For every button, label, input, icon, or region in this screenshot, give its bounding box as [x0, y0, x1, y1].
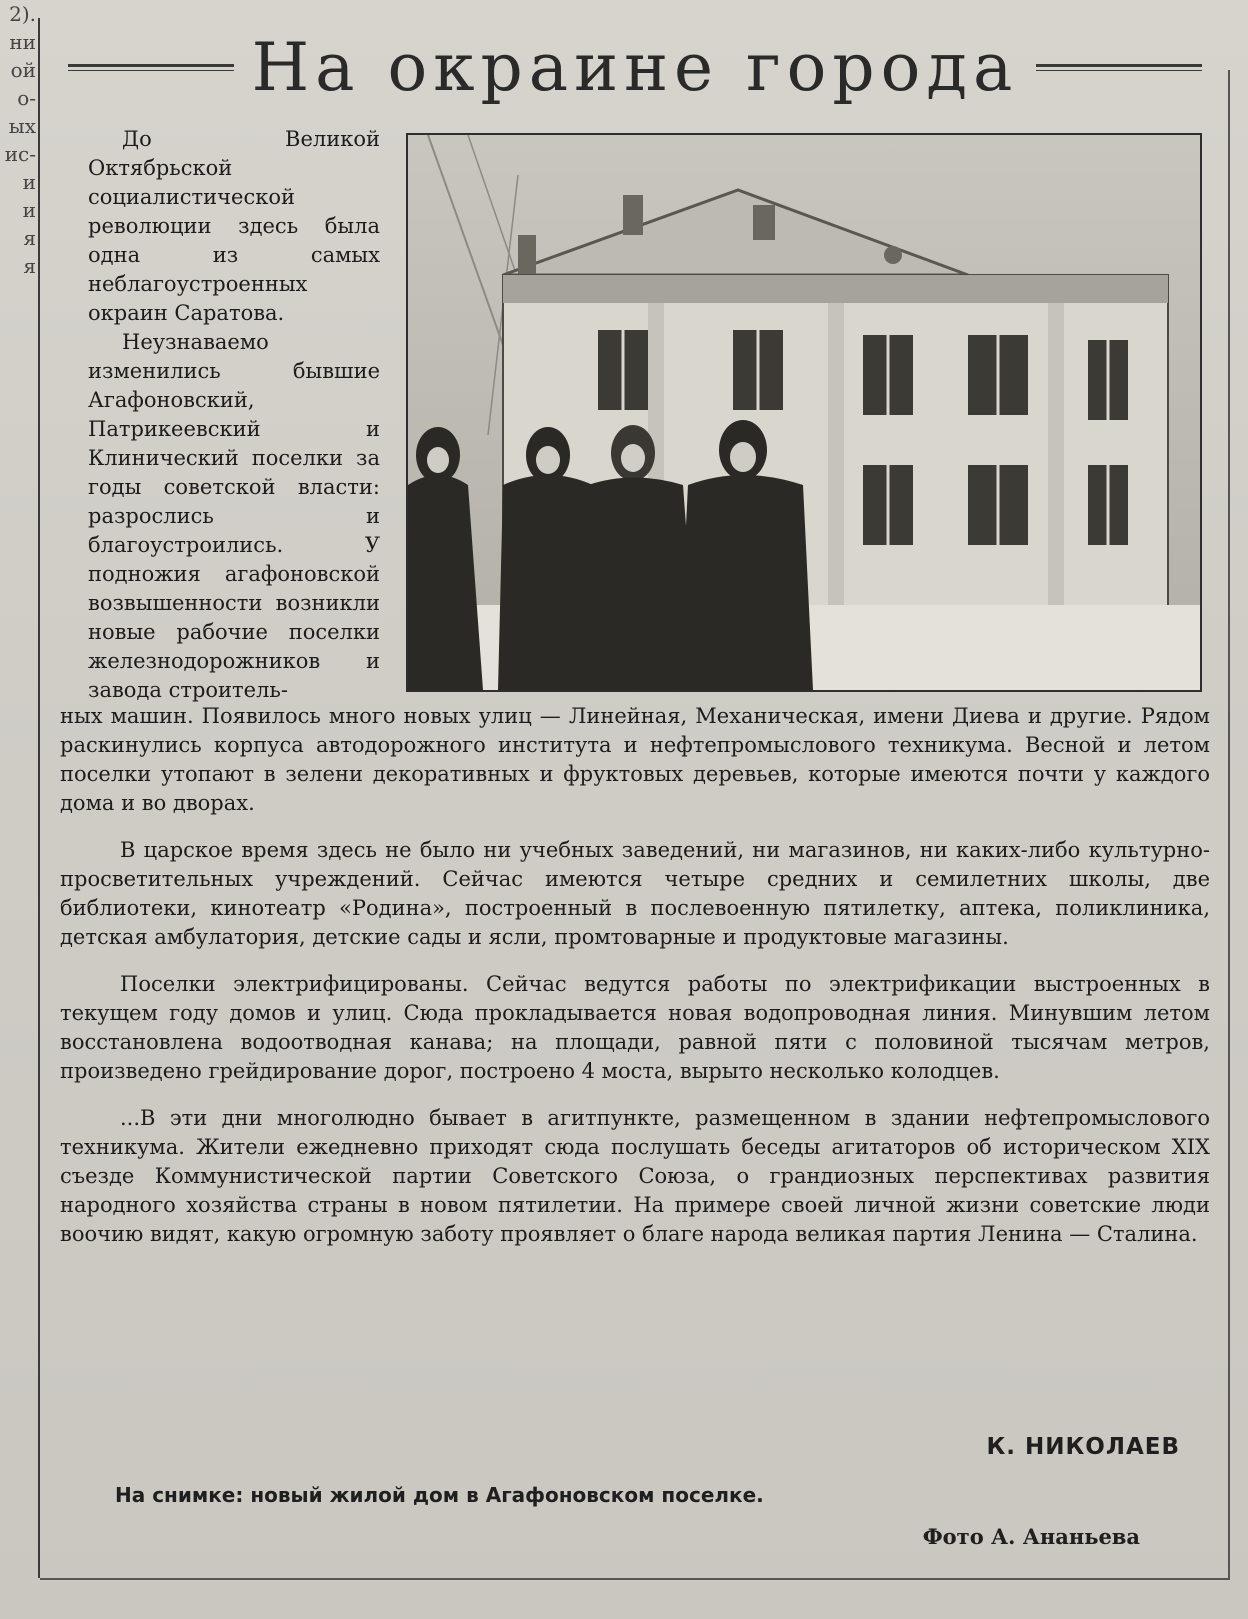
author-signature: К. НИКОЛАЕВ	[986, 1434, 1180, 1460]
headline-left-dash	[68, 64, 234, 71]
article-body	[60, 702, 1210, 1267]
fragment: и	[22, 198, 36, 222]
headline-row	[50, 22, 1220, 112]
adjacent-column-fragments	[0, 0, 42, 420]
fragment: ис-	[4, 142, 36, 166]
article-paragraph: ных машин. Появилось много новых улиц — Линейная, Механическая, имени Диева и другие. Рядом раскинулись корпуса автодорожного института и нефтепромыслового техникума. Весной и летом поселки утопают в зелени декоративных и фруктовых деревьев, которые имеются почти у каждого дома и во дворах.	[60, 704, 1210, 815]
article-left-column	[88, 125, 380, 705]
fragment: и	[22, 170, 36, 194]
article-paragraph: До Великой Октябрьской социалистической революции здесь была одна из самых неблагоустроенных окраин Саратова.	[88, 127, 380, 325]
photo-caption: На снимке: новый жилой дом в Агафоновском поселке.	[115, 1483, 764, 1507]
article-photo	[406, 133, 1202, 692]
bottom-rule	[40, 1578, 1230, 1580]
column-rule-right	[1228, 70, 1230, 1580]
photo-credit: Фото А. Ананьева	[922, 1524, 1140, 1549]
house-photo-illustration	[408, 135, 1200, 690]
article-headline: На окраине города	[251, 28, 1019, 106]
article-paragraph: Поселки электрифицированы. Сейчас ведутся работы по электрификации выстроенных в текущем году домов и улиц. Сюда прокладывается новая водопроводная линия. Минувшим летом восстановлена водоотводная канава; на площади, равной пяти с половиной тысячам метров, произведено грейдирование дорог, построено 4 моста, вырыто несколько колодцев.	[60, 972, 1210, 1083]
fragment: 2).	[9, 2, 36, 26]
headline-right-dash	[1036, 64, 1202, 71]
fragment: ни	[9, 30, 36, 54]
article-paragraph: ...В эти дни многолюдно бывает в агитпункте, размещенном в здании нефтепромыслового техникума. Жители ежедневно приходят сюда послушать беседы агитаторов об историческом XIX съезде Коммунистической партии Советского Союза, о грандиозных перспективах развития народного хозяйства страны в новом пятилетии. На примере своей личной жизни советские люди воочию видят, какую огромную заботу проявляет о благе народа великая партия Ленина — Сталина.	[60, 1106, 1210, 1246]
fragment: я	[23, 226, 36, 250]
article-paragraph: Неузнаваемо изменились бывшие Агафоновский, Патрикеевский и Клинический поселки за годы советской власти: разрослись и благоустроились. У подножия агафоновской возвышенности возникли новые рабочие поселки железнодорожников и завода строитель-	[88, 330, 380, 702]
column-rule-left	[38, 18, 40, 1578]
fragment: ой	[10, 58, 36, 82]
fragment: я	[23, 254, 36, 278]
fragment: о-	[17, 86, 36, 110]
fragment: ых	[8, 114, 36, 138]
article-paragraph: В царское время здесь не было ни учебных заведений, ни магазинов, ни каких-либо культурно-просветительных учреждений. Сейчас имеются четыре средних и семилетних школы, две библиотеки, кинотеатр «Родина», построенный в послевоенную пятилетку, аптека, поликлиника, детская амбулатория, детские сады и ясли, промтоварные и продуктовые магазины.	[60, 838, 1210, 949]
